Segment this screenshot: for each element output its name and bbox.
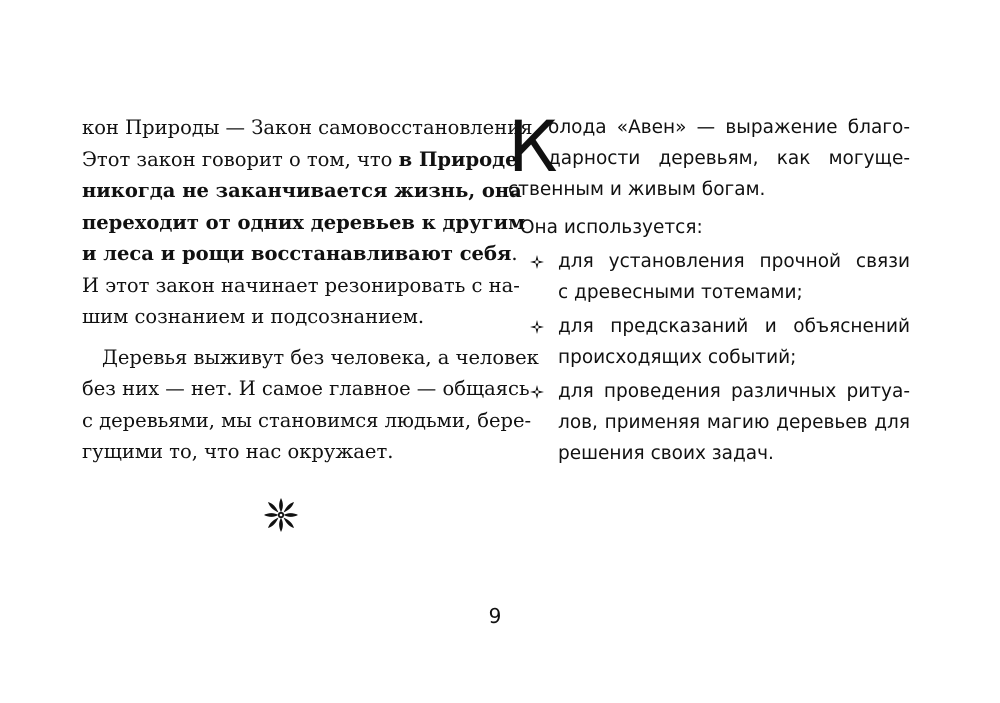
uses-intro: Она используется:	[520, 217, 703, 238]
text-line: ственным и живым богам.	[508, 179, 766, 200]
text-line: происходящих событий;	[558, 347, 797, 368]
text-line: с древесными тотемами;	[558, 282, 803, 303]
text-line: для проведения различных ритуа-	[558, 381, 910, 402]
text-line: кон Природы — Закон самовосстановления.	[82, 116, 539, 139]
text-line: Деревья выживут без человека, а человек	[102, 345, 539, 369]
text-line: лов, применяя магию деревьев для	[558, 412, 910, 433]
drop-cap: К	[508, 106, 558, 188]
text-line: решения своих задач.	[558, 443, 774, 464]
four-pointed-star-icon	[530, 385, 544, 399]
text-line: И этот закон начинает резонировать с на-	[82, 273, 520, 297]
page-number: 9	[488, 604, 502, 628]
list-item	[508, 376, 910, 469]
list-item	[508, 246, 910, 308]
text-line: олода «Авен» — выражение благо-	[548, 117, 910, 138]
text-line: шим сознанием и подсознанием.	[82, 305, 425, 328]
text-line: и леса и рощи восстанавливают себя.	[82, 242, 518, 265]
left-column	[82, 112, 539, 468]
text-line: гущими то, что нас окружает.	[82, 440, 394, 463]
text-line: Этот закон говорит о том, что в Природе	[82, 147, 518, 171]
text-line	[82, 175, 522, 207]
bold-text: переходит от одних деревьев к другим	[82, 210, 526, 234]
text-line: для установления прочной связи	[558, 251, 910, 272]
four-pointed-star-icon	[530, 320, 544, 334]
text-line: с деревьями, мы становимся людьми, бере-	[82, 408, 532, 432]
text-line: без них — нет. И самое главное — общаясь	[82, 377, 530, 400]
bold-text: никогда не заканчивается жизнь, она	[82, 179, 522, 202]
bold-text: в Природе	[398, 147, 518, 171]
text-line: для предсказаний и объяснений	[558, 316, 910, 337]
four-pointed-star-icon	[530, 255, 544, 269]
floral-ornament-icon	[264, 498, 298, 532]
text-line	[82, 207, 526, 239]
text-line: дарности деревьям, как могуще-	[548, 148, 910, 169]
right-column	[508, 106, 910, 469]
bold-text: и леса и рощи восстанавливают себя	[82, 242, 512, 265]
list-item	[508, 311, 910, 373]
